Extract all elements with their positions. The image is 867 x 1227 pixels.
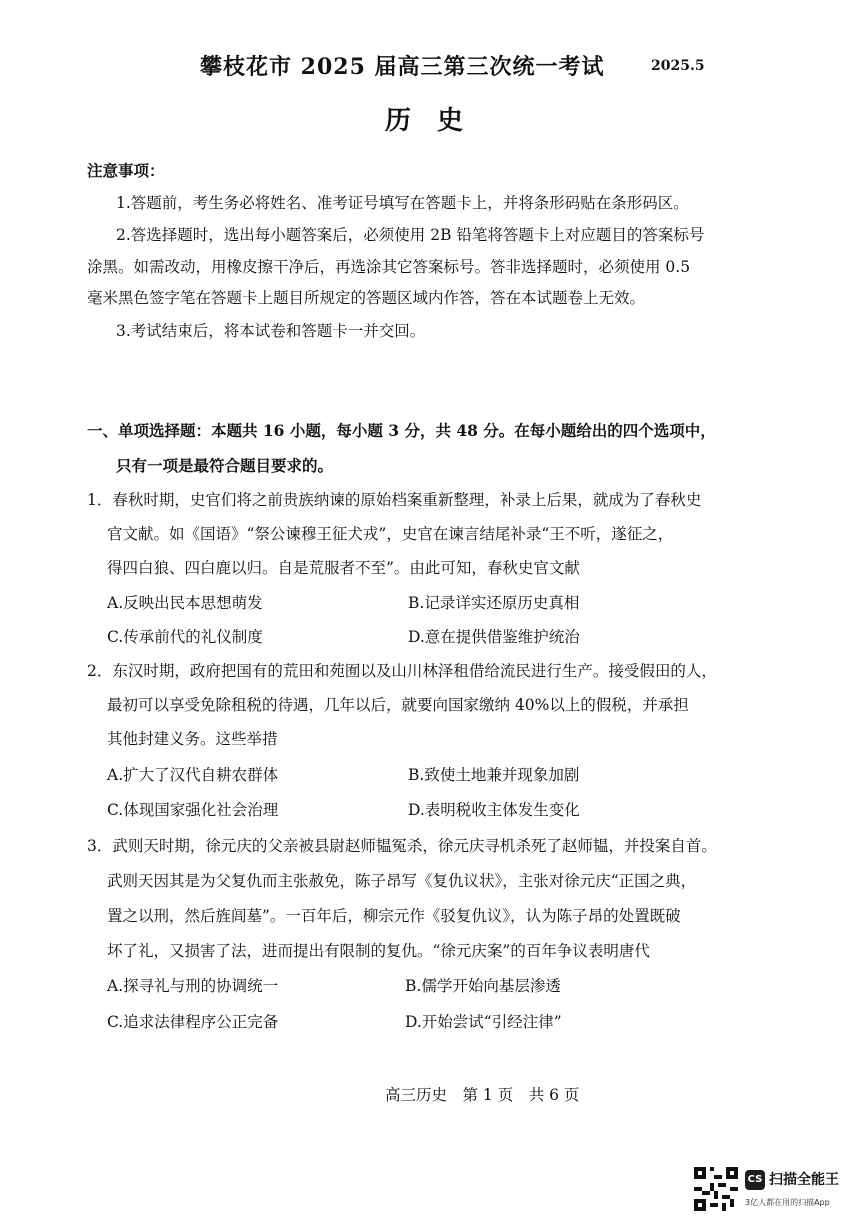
question-2-option-c: C.体现国家强化社会治理	[107, 801, 279, 819]
qr-code-icon	[694, 1167, 738, 1211]
question-3-line-1: 3．武则天时期，徐元庆的父亲被县尉赵师韫冤杀，徐元庆寻机杀死了赵师韫，并投案自首。	[87, 837, 717, 855]
question-3-option-a: A.探寻礼与刑的协调统一	[107, 977, 279, 995]
question-3-option-b: B.儒学开始向基层渗透	[405, 977, 561, 995]
page-footer: 高三历史 第 1 页 共 6 页	[385, 1086, 580, 1104]
notice-item-3: 3.考试结束后，将本试卷和答题卡一并交回。	[116, 322, 426, 340]
question-2-line-1: 2．东汉时期，政府把国有的荒田和苑囿以及山川林泽租借给流民进行生产。接受假田的人，	[87, 662, 717, 680]
question-1-option-b: B.记录详实还原历史真相	[408, 594, 580, 612]
exam-title: 攀枝花市 2025 届高三第三次统一考试	[200, 54, 605, 80]
question-2-option-a: A.扩大了汉代自耕农群体	[107, 766, 279, 784]
question-3-option-d: D.开始尝试“引经注律”	[405, 1013, 562, 1031]
question-1-line-3: 得四白狼、四白鹿以归。自是荒服者不至”。由此可知，春秋史官文献	[107, 559, 580, 577]
scanner-app-tagline: 3亿人都在用的扫描App	[745, 1198, 830, 1207]
question-2-option-d: D.表明税收主体发生变化	[408, 801, 580, 819]
exam-date: 2025.5	[651, 58, 705, 74]
camscanner-logo-icon: CS	[745, 1170, 765, 1190]
subject-title: 历史	[385, 106, 490, 136]
notice-item-2-cont-2: 毫米黑色签字笔在答题卡上题目所规定的答题区域内作答，答在本试题卷上无效。	[87, 289, 646, 307]
question-3-option-c: C.追求法律程序公正完备	[107, 1013, 279, 1031]
question-2-line-2: 最初可以享受免除租税的待遇，几年以后，就要向国家缴纳 40%以上的假税，并承担	[107, 696, 689, 714]
question-2-line-3: 其他封建义务。这些举措	[107, 730, 278, 748]
question-1-line-1: 1．春秋时期，史官们将之前贵族纳谏的原始档案重新整理，补录上后果，就成为了春秋史	[87, 491, 702, 509]
question-1-option-a: A.反映出民本思想萌发	[107, 594, 263, 612]
section-heading: 一、单项选择题：本题共 16 小题，每小题 3 分，共 48 分。在每小题给出的四个选项中，	[87, 421, 716, 440]
notice-item-2-cont-1: 涂黑。如需改动，用橡皮擦干净后，再选涂其它答案标号。答非选择题时，必须使用 0.5	[87, 258, 691, 276]
question-3-line-2: 武则天因其是为父复仇而主张赦免，陈子昂写《复仇议状》，主张对徐元庆“正国之典，	[107, 872, 697, 890]
question-1-line-2: 官文献。如《国语》“祭公谏穆王征犬戎”，史官在谏言结尾补录“王不听，遂征之，	[107, 525, 674, 543]
notice-item-2: 2.答选择题时，选出每小题答案后，必须使用 2B 铅笔将答题卡上对应题目的答案标号	[116, 226, 705, 244]
question-3-line-3: 置之以刑，然后旌闾墓”。一百年后，柳宗元作《驳复仇议》，认为陈子昂的处置既破	[107, 907, 681, 925]
section-heading-cont: 只有一项是最符合题目要求的。	[116, 456, 334, 475]
question-2-option-b: B.致使土地兼并现象加剧	[408, 766, 580, 784]
question-1-option-c: C.传承前代的礼仪制度	[107, 628, 263, 646]
notice-item-1: 1.答题前，考生务必将姓名、准考证号填写在答题卡上，并将条形码贴在条形码区。	[116, 194, 689, 212]
notice-heading: 注意事项：	[87, 161, 165, 180]
question-3-line-4: 坏了礼，又损害了法，进而提出有限制的复仇。“徐元庆案”的百年争议表明唐代	[107, 942, 650, 960]
question-1-option-d: D.意在提供借鉴维护统治	[408, 628, 580, 646]
scanner-app-name: 扫描全能王	[769, 1172, 839, 1188]
